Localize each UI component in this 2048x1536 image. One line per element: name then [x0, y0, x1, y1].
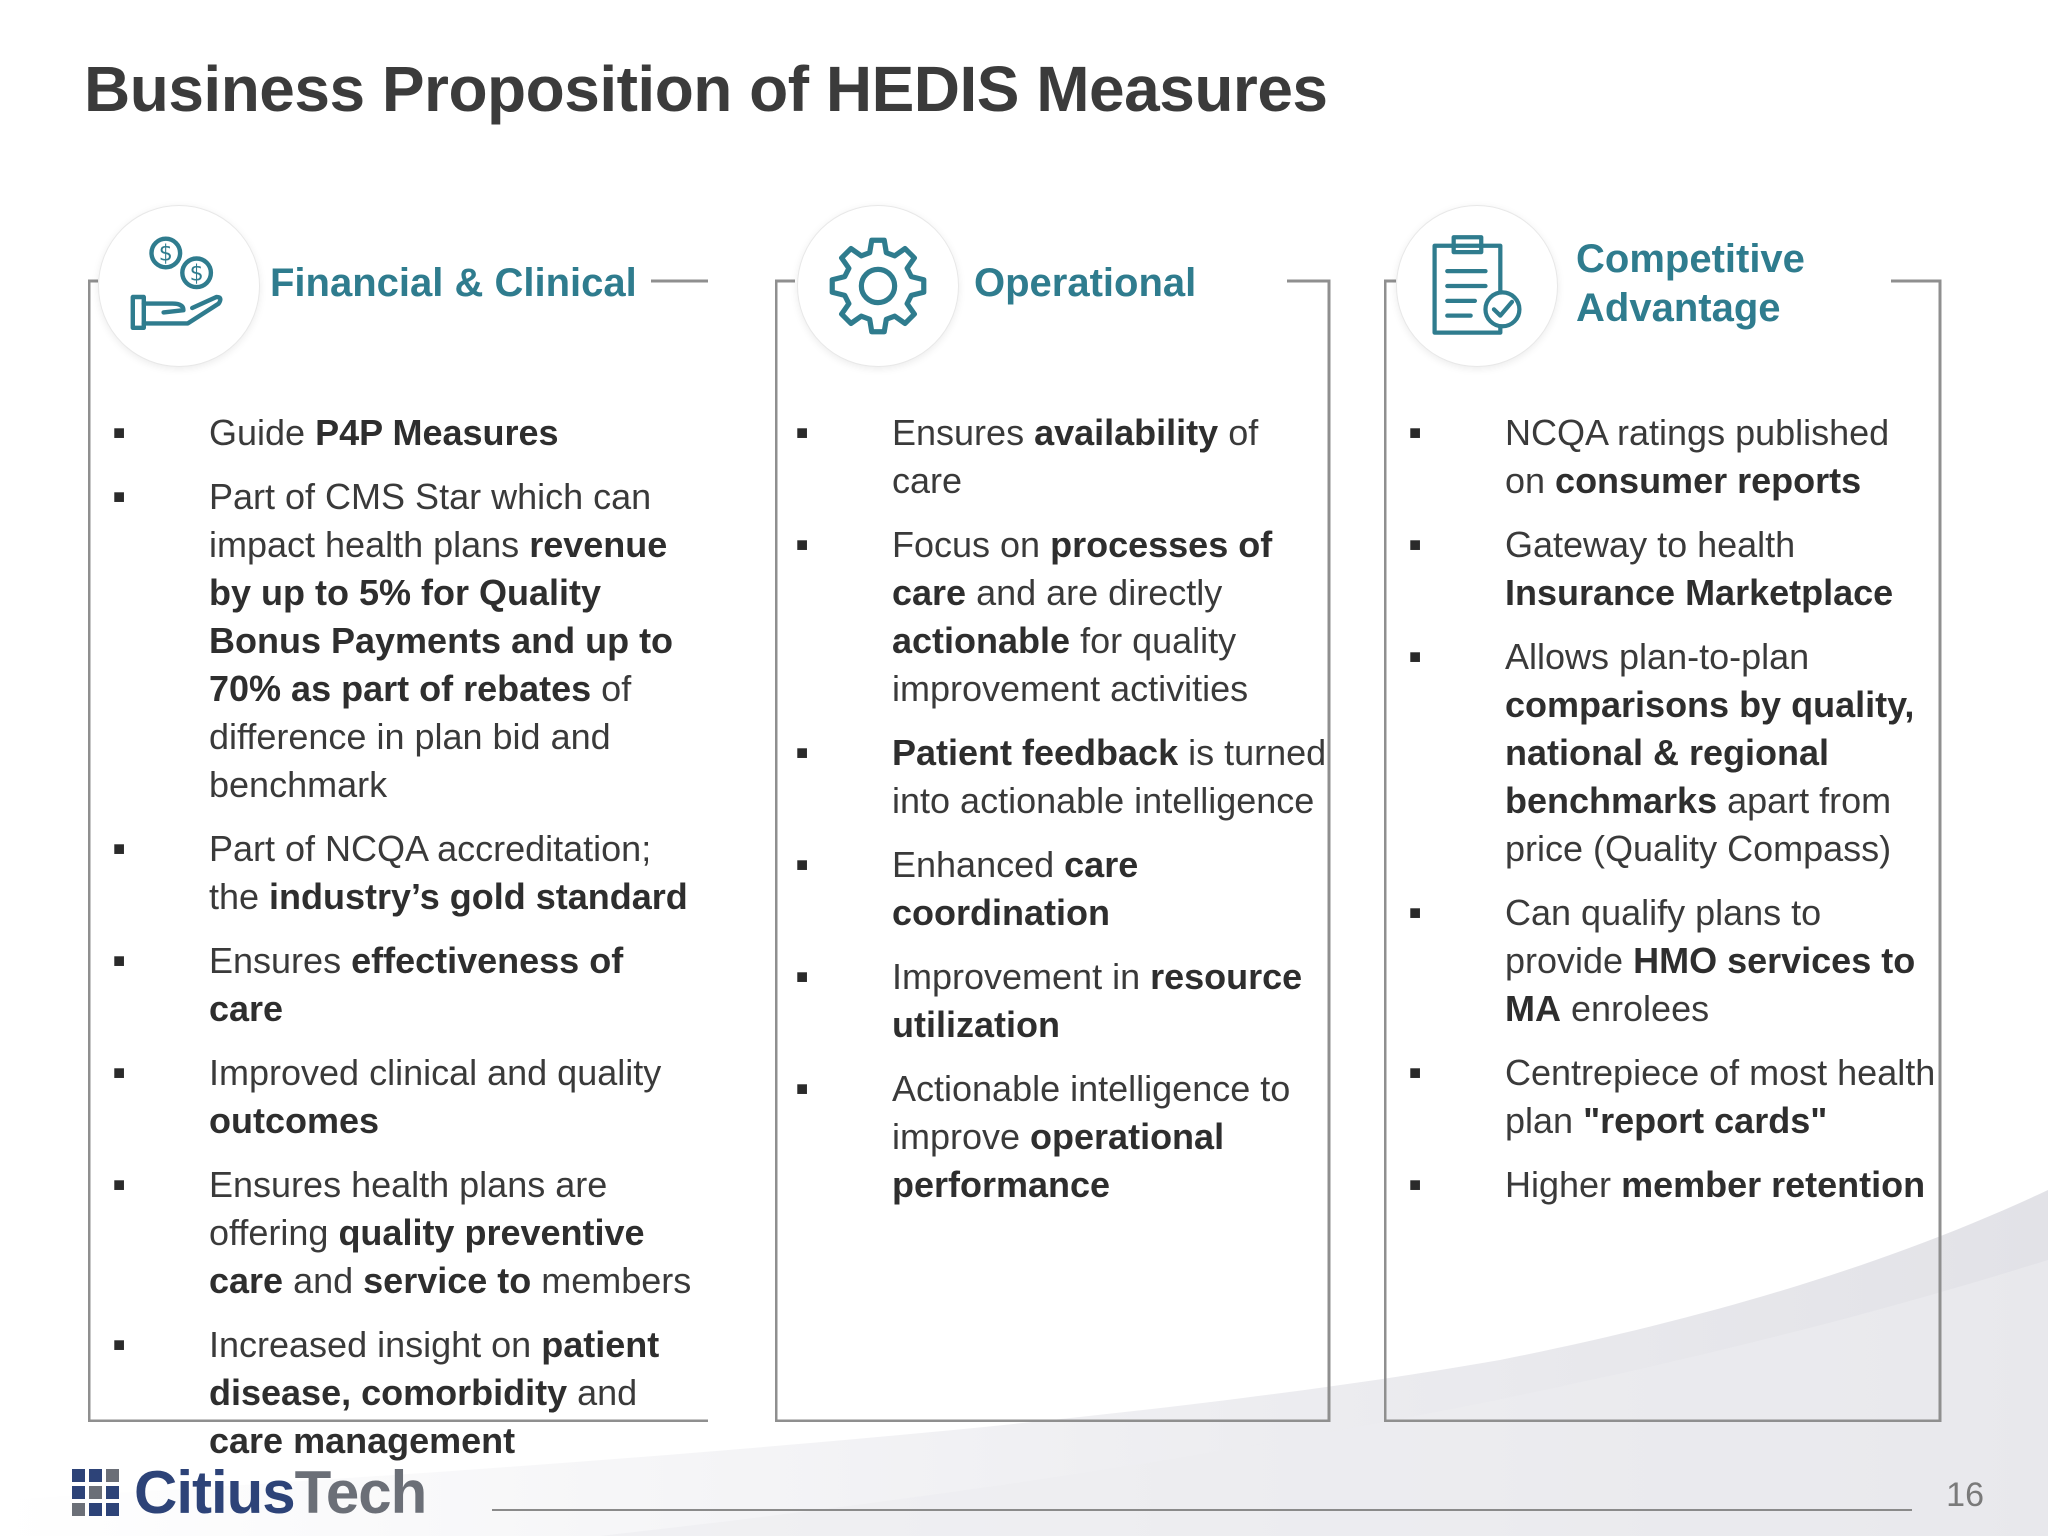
bullet-text-bold: effectiveness of care: [209, 940, 624, 1029]
bullet-item: [1409, 521, 1939, 617]
bullet-marker-icon: ■: [113, 950, 126, 972]
bullet-text-bold: Patient feedback: [892, 732, 1179, 773]
bullet-item: [796, 1065, 1336, 1209]
bullet-text: [209, 1161, 703, 1305]
bullet-text-run: Higher: [1505, 1164, 1622, 1205]
svg-text:$: $: [158, 241, 173, 267]
logo-grid-icon: [72, 1469, 120, 1517]
bullet-text-bold: operational performance: [892, 1116, 1225, 1205]
bullet-text-run: and are directly: [966, 572, 1223, 613]
bullet-text-run: Centrepiece of most health plan: [1505, 1052, 1936, 1141]
bullet-text-bold: HMO services to MA: [1505, 940, 1916, 1029]
bullet-text-run: Part of CMS Star which can impact health plans: [209, 476, 652, 565]
bullet-text-run: Allows plan-to-plan: [1505, 636, 1810, 677]
citiustech-logo: [72, 1458, 426, 1527]
bullet-list: [796, 409, 1336, 1225]
bullet-text-bold: revenue by up to 5% for Quality Bonus Payments and up to 70% as part of rebates: [209, 524, 674, 709]
slide-title: Business Proposition of HEDIS Measures: [84, 53, 1328, 125]
bullet-marker-icon: ■: [796, 534, 809, 556]
bullet-text-bold: actionable: [892, 620, 1071, 661]
bullet-text-run: and: [283, 1260, 364, 1301]
money-hand-icon: [124, 231, 234, 341]
panel-heading: Financial & Clinical: [270, 261, 637, 305]
bullet-text: [892, 1065, 1336, 1209]
icon-circle: [1396, 205, 1558, 367]
bullet-item: [113, 409, 703, 457]
bullet-text-run: members: [531, 1260, 692, 1301]
bullet-text-bold: patient disease, comorbidity: [209, 1324, 660, 1413]
bullet-item: [796, 841, 1336, 937]
bullet-text: [1505, 409, 1939, 505]
logo-text-citius: Citius: [134, 1459, 295, 1526]
logo-text-tech: Tech: [294, 1459, 427, 1526]
bullet-text-bold: processes of care: [892, 524, 1273, 613]
bullet-list: [1409, 409, 1939, 1225]
bullet-text: [892, 953, 1336, 1049]
bullet-marker-icon: ■: [113, 1062, 126, 1084]
bullet-item: [1409, 1161, 1939, 1209]
bullet-item: [796, 521, 1336, 713]
bullet-marker-icon: ■: [113, 1334, 126, 1356]
bullet-text: [892, 521, 1336, 713]
bullet-text-bold: "report cards": [1583, 1100, 1828, 1141]
bullet-text-bold: service to: [363, 1260, 532, 1301]
bullet-item: [796, 953, 1336, 1049]
bullet-item: [113, 937, 703, 1033]
bullet-text-run: Enhanced: [892, 844, 1065, 885]
bullet-text-run: Focus on: [892, 524, 1051, 565]
bullet-text-bold: industry’s gold standard: [269, 876, 688, 917]
bullet-text-run: Increased insight on: [209, 1324, 542, 1365]
bullet-text: [1505, 521, 1939, 617]
bullet-marker-icon: ■: [1409, 422, 1422, 444]
bullet-text-run: Improvement in: [892, 956, 1151, 997]
bullet-text: [209, 825, 703, 921]
bullet-item: [113, 825, 703, 921]
bullet-marker-icon: ■: [796, 422, 809, 444]
bullet-marker-icon: ■: [113, 838, 126, 860]
bullet-text-bold: Insurance Marketplace: [1505, 572, 1894, 613]
bullet-text-run: Guide: [209, 412, 316, 453]
bullet-item: [796, 729, 1336, 825]
bullet-text: [1505, 633, 1939, 873]
panel-heading: Competitive Advantage: [1576, 237, 1805, 330]
bullet-text-bold: outcomes: [209, 1100, 380, 1141]
svg-text:$: $: [189, 261, 204, 287]
bullet-text-run: Can qualify plans to provide: [1505, 892, 1822, 981]
bullet-text-bold: care coordination: [892, 844, 1139, 933]
bullet-marker-icon: ■: [1409, 534, 1422, 556]
bullet-marker-icon: ■: [796, 742, 809, 764]
bullet-item: [113, 1321, 703, 1465]
bullet-marker-icon: ■: [1409, 1062, 1422, 1084]
panel-competitive-advantage: [1384, 205, 2004, 1422]
bullet-text-bold: comparisons by quality, national & regional benchmarks: [1505, 684, 1915, 821]
bullet-text-run: of care: [892, 412, 1259, 501]
gear-icon: [826, 234, 930, 338]
bullet-text-bold: consumer reports: [1555, 460, 1862, 501]
bullet-marker-icon: ■: [1409, 646, 1422, 668]
bullet-text-run: Improved clinical and quality: [209, 1052, 662, 1093]
bullet-text-run: NCQA ratings published on: [1505, 412, 1890, 501]
panel-financial-clinical: [88, 205, 708, 1461]
bullet-text-run: Part of NCQA accreditation; the: [209, 828, 652, 917]
bullet-text: [209, 473, 703, 809]
bullet-marker-icon: ■: [796, 1078, 809, 1100]
bullet-text-run: Actionable intelligence to improve: [892, 1068, 1291, 1157]
bullet-text-run: is turned into actionable intelligence: [892, 732, 1327, 821]
bullet-marker-icon: ■: [113, 486, 126, 508]
bullet-text: [892, 729, 1336, 825]
bullet-text-bold: quality preventive care: [209, 1212, 645, 1301]
bullet-marker-icon: ■: [1409, 1174, 1422, 1196]
bullet-item: [796, 409, 1336, 505]
bullet-marker-icon: ■: [796, 966, 809, 988]
panel-operational: [775, 205, 1395, 1422]
bullet-text-run: of difference in plan bid and benchmark: [209, 668, 632, 805]
bullet-text: [209, 1321, 703, 1465]
icon-circle: [98, 205, 260, 367]
bullet-text-run: enrolees: [1561, 988, 1710, 1029]
bullet-marker-icon: ■: [796, 854, 809, 876]
bullet-text-run: apart from price (Quality Compass): [1505, 780, 1892, 869]
bullet-marker-icon: ■: [1409, 902, 1422, 924]
icon-circle: [797, 205, 959, 367]
bullet-text: [1505, 1161, 1939, 1209]
bullet-item: [1409, 1049, 1939, 1145]
bullet-marker-icon: ■: [113, 422, 126, 444]
bullet-item: [113, 1161, 703, 1305]
bullet-text-bold: member retention: [1621, 1164, 1926, 1205]
clipboard-check-icon: [1424, 233, 1530, 339]
bullet-text-bold: P4P Measures: [315, 412, 559, 453]
bullet-text-run: Gateway to health: [1505, 524, 1796, 565]
bullet-text: [209, 409, 703, 457]
bullet-text-bold: care management: [209, 1420, 516, 1461]
bullet-item: [113, 1049, 703, 1145]
bullet-text-run: and: [567, 1372, 638, 1413]
page-number: 16: [1946, 1476, 1984, 1514]
bullet-text: [1505, 1049, 1939, 1145]
bullet-list: [113, 409, 703, 1481]
bullet-text: [209, 937, 703, 1033]
bullet-text-bold: resource utilization: [892, 956, 1303, 1045]
footer-divider: [492, 1509, 1912, 1511]
bullet-item: [1409, 633, 1939, 873]
bullet-text: [209, 1049, 703, 1145]
bullet-text-run: Ensures: [209, 940, 352, 981]
bullet-item: [1409, 889, 1939, 1033]
bullet-text-bold: availability: [1034, 412, 1219, 453]
bullet-text: [1505, 889, 1939, 1033]
bullet-text-run: for quality improvement activities: [892, 620, 1249, 709]
bullet-marker-icon: ■: [113, 1174, 126, 1196]
bullet-item: [1409, 409, 1939, 505]
bullet-text-run: Ensures: [892, 412, 1035, 453]
bullet-text: [892, 409, 1336, 505]
bullet-item: [113, 473, 703, 809]
bullet-text: [892, 841, 1336, 937]
bullet-text-run: Ensures health plans are offering: [209, 1164, 608, 1253]
panel-heading: Operational: [974, 261, 1197, 305]
